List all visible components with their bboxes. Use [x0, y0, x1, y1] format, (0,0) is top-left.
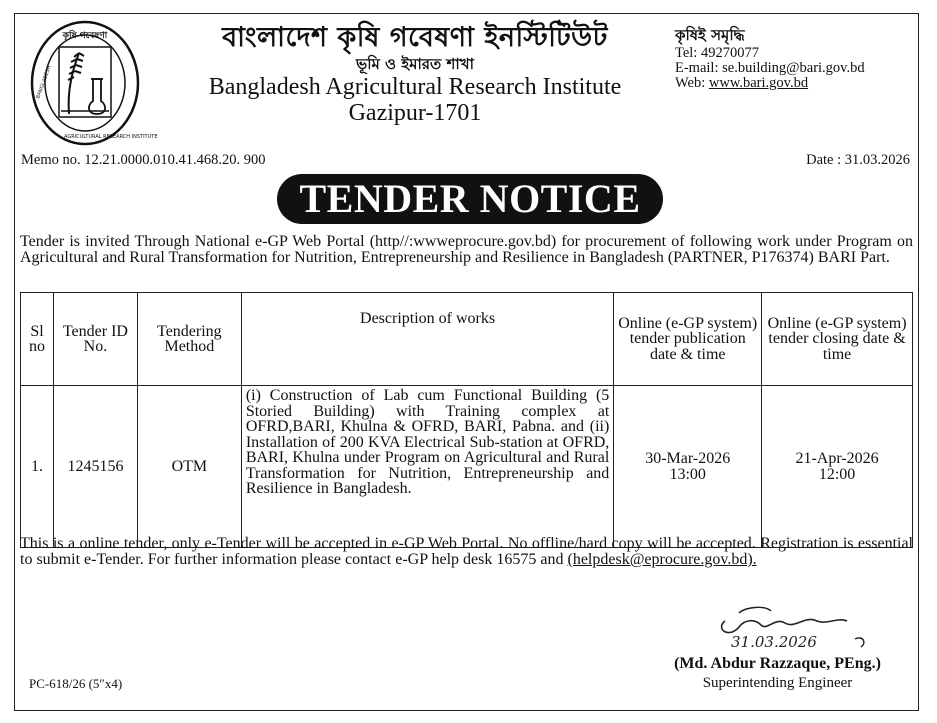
- cell-closing: [762, 386, 913, 548]
- signature-icon: [705, 599, 875, 657]
- closing-time: 12:00: [818, 465, 856, 483]
- header-closing: Online (e-GP system) tender closing date & time: [762, 293, 913, 386]
- header-center: [155, 22, 675, 126]
- institute-city: Gazipur-1701: [348, 100, 482, 126]
- closing-date: 21-Apr-2026: [795, 450, 879, 467]
- logo-bengali-text: কৃষি গবেষণা: [62, 31, 108, 41]
- footer-text: This is a online tender, only e-Tender will be accepted in e-GP Web Portal. No offline/hard copy will be accepted. Registration is essential to submit e-Tender. For further information please contact e-GP help desk 16575 and: [20, 535, 913, 568]
- intro-paragraph: Tender is invited Through National e-GP Web Portal (http//:wwweprocure.gov.bd) for procurement of following work under Program on Agricultural and Rural Transformation for Nutrition, Entrepreneurship and Resilience in Bangladesh (PARTNER, P176374) BARI Part.: [20, 233, 913, 266]
- publication-time: 13:00: [669, 465, 706, 483]
- cell-publication: [614, 386, 762, 548]
- header-tender-id: Tender ID No.: [53, 293, 137, 386]
- helpdesk-link[interactable]: (helpdesk@eprocure.gov.bd).: [567, 551, 757, 568]
- publication-date: 30-Mar-2026: [645, 450, 731, 467]
- cell-description: (i) Construction of Lab cum Functional Building (5 Storied Building) with Training complex at OFRD,BARI, Khulna & OFRD, BARI, Pabna. and (ii) Installation of 200 KVA Electrical Sub-station at OFRD, BARI, Khulna under Program on Agricultural and Rural Transformation for Nutrition, Entrepreneurship and Resilience in Bangladesh.: [241, 386, 613, 548]
- svg-text:AGRICULTURAL RESEARCH INSTITUT: AGRICULTURAL RESEARCH INSTITUTE: [64, 134, 158, 140]
- header-sl: Sl no: [21, 293, 54, 386]
- tender-notice-page: [14, 13, 919, 711]
- bari-logo-icon: [29, 19, 158, 147]
- web-link[interactable]: www.bari.gov.bd: [708, 75, 809, 91]
- contact-block: [675, 24, 915, 91]
- branch-name-bengali: ভূমি ও ইমারত শাখা: [356, 55, 474, 73]
- signer-block: [645, 654, 910, 693]
- signer-designation: Superintending Engineer: [702, 675, 853, 691]
- tender-notice-banner: TENDER NOTICE: [277, 174, 663, 224]
- header-description: Description of works: [241, 293, 613, 386]
- memo-number: Memo no. 12.21.0000.010.41.468.20. 900: [21, 152, 266, 168]
- header-publication: Online (e-GP system) tender publication date & time: [614, 293, 762, 386]
- email: E-mail: se.building@bari.gov.bd: [675, 60, 865, 76]
- tender-table: [20, 292, 913, 548]
- cell-sl: 1.: [21, 386, 54, 548]
- cell-tender-id: 1245156: [53, 386, 137, 548]
- svg-text:BANGLADESH: BANGLADESH: [35, 64, 53, 100]
- header-method: Tendering Method: [137, 293, 241, 386]
- web-label: Web:: [675, 75, 709, 91]
- cell-method: OTM: [137, 386, 241, 548]
- notice-date: Date : 31.03.2026: [806, 152, 910, 168]
- institute-title-english: Bangladesh Agricultural Research Institute: [208, 74, 622, 100]
- telephone: Tel: 49270077: [675, 45, 759, 61]
- table-header-row: [21, 293, 913, 386]
- signer-name: (Md. Abdur Razzaque, PEng.): [674, 655, 881, 672]
- footer-paragraph: [20, 536, 913, 568]
- signature-date: 31.03.2026: [731, 633, 817, 651]
- institute-title-bengali: বাংলাদেশ কৃষি গবেষণা ইনস্টিটিউট: [222, 22, 608, 53]
- table-row: [21, 386, 913, 548]
- slogan-bengali: কৃষিই সমৃদ্ধি: [675, 26, 745, 44]
- pc-code: PC-618/26 (5″x4): [29, 676, 123, 691]
- website: [675, 76, 915, 91]
